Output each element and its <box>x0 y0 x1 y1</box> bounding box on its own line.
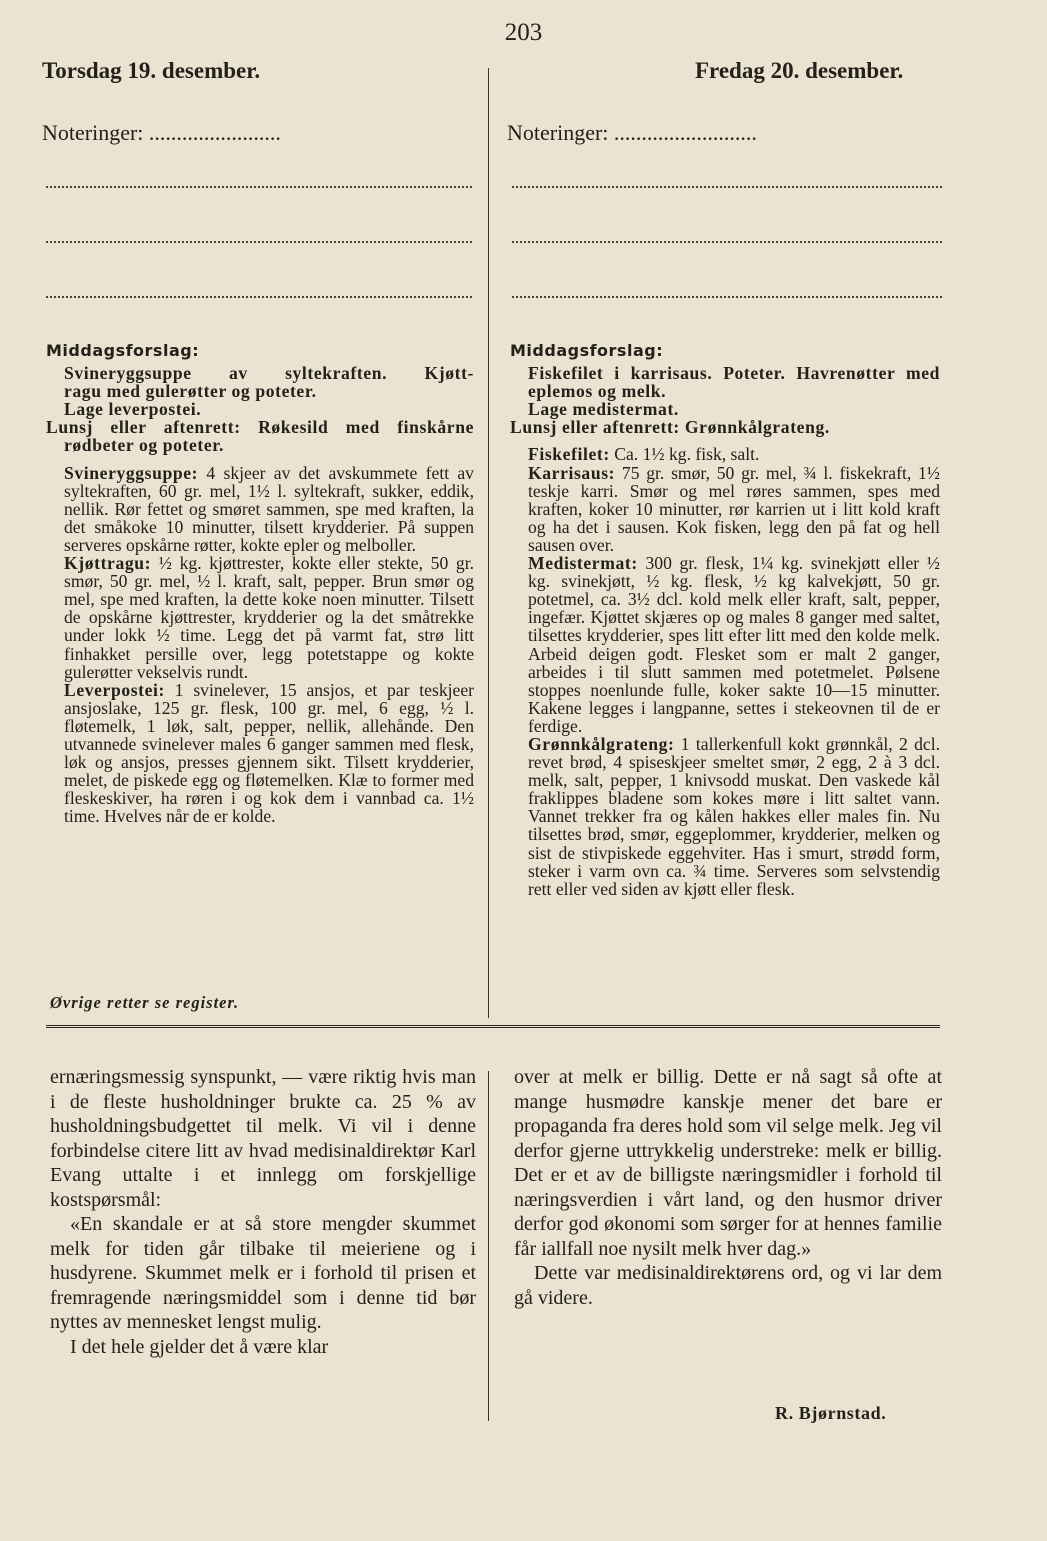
column-divider-bottom <box>488 1071 489 1421</box>
friday-menu-line: Fiskefilet i karrisaus. Poteter. Havrenøtter med eplemos og melk. <box>528 363 940 402</box>
thursday-notes-label: Noteringer: ........................ <box>42 120 281 145</box>
recipe-name: Kjøttragu: <box>64 553 152 574</box>
thursday-lunsj: Lunsj eller aftenrett: Røkesild med finskårne rødbeter og poteter. <box>46 417 474 456</box>
thursday-notes-line <box>46 241 472 243</box>
recipe-name: Grønnkålgrateng: <box>528 733 675 754</box>
article-paragraph: ernæringsmessig synspunkt, — være riktig hvis man i de fleste husholdninger brukte ca. 25 % av husholdningsbudgettet til melk. Vi vil i denne forbindelse citere litt av hvad medisinaldirektør Karl Evang uttalte i et innlegg om forskjellige kostspørsmål: <box>50 1066 476 1211</box>
recipe-text: 4 skjeer av det avskummete fett av syltekraften, 60 gr. mel, 1½ l. syltekraft, sukker, eddik, nellik. Rør fettet og smøret sammen, spe med kraften, la det småkoke 10 minutter, tilsett krydderier. På suppen serveres opskårne røtter, kokte epler og melboller. <box>64 462 474 555</box>
friday-notes-label: Noteringer: .......................... <box>507 120 757 145</box>
thursday-menu-line: Svineryggsuppe av syltekraften. Kjøtt- <box>64 363 474 384</box>
friday-menu-column <box>510 342 940 898</box>
thursday-notes-line <box>46 186 472 188</box>
friday-title: Fredag 20. desember. <box>695 58 904 83</box>
thursday-menu-column <box>46 342 474 825</box>
friday-lunsj: Lunsj eller aftenrett: Grønnkålgrateng. <box>510 417 830 438</box>
friday-notes-line <box>512 296 942 298</box>
recipe-text: 300 gr. flesk, 1¼ kg. svinekjøtt eller ½ kg. svinekjøtt, ½ kg. flesk, ½ kg kalvekjøtt, 50 gr. potetmel, ca. 3½ dcl. kold melk eller kraft, salt, pepper, ingefær. Kjøttet skjæres op og males 8 ganger med saltet, tilsettes krydderier, spes litt efter litt med den kolde melk. Arbeid deigen godt. Flesket som er malt 2 ganger, arbeides i til slutt sammen med potetmelet. Pølsene stoppes noenlunde fulle, koker sakte 10—15 minutter. Kakene legges i langpanne, settes i stekeovnen til de er ferdige. <box>528 553 940 736</box>
friday-middag-heading: Middagsforslag: <box>510 341 664 360</box>
column-divider-top <box>488 68 489 1018</box>
register-note: Øvrige retter se register. <box>50 993 240 1012</box>
recipe-name: Fiskefilet: <box>528 444 610 465</box>
thursday-title: Torsdag 19. desember. <box>42 58 261 83</box>
recipe-text: 75 gr. smør, 50 gr. mel, ¾ l. fiskekraft, 1½ teskje karri. Smør og mel røres sammen, spes med kraften, koker 10 minutter, rør karrien ut i litt kold kraft og ha det i sausen. Kok fisken, legg den på fat og hell sausen over. <box>528 462 940 555</box>
recipe-text: 1 tallerkenfull kokt grønnkål, 2 dcl. revet brød, 4 spiseskjeer smeltet smør, 2 egg, 2 à 3 dcl. melk, salt, pepper, 1 knivsodd muskat. Den vaskede kål fraklippes bladene som kokes møre i litt saltet vann. Vannet trekker fra og kålen hakkes eller males fin. Nu tilsettes brød, smør, eggeplommer, krydderier, melken og sist de stivpiskede eggehviter. Has i smurt, strødd form, steker i varm ovn ca. ¾ time. Serveres som selvstendig rett eller ved siden av kjøtt eller flesk. <box>528 733 940 899</box>
recipe-name: Medistermat: <box>528 553 638 574</box>
thursday-menu-line: ragu med gulerøtter og poteter. <box>64 381 317 402</box>
article-paragraph: «En skandale er at så store mengder skummet melk for tiden går tilbake til meieriene og i husdyrene. Skummet melk er i forhold til prisen et fremragende næringsmiddel som i denne tid bør nyttes av mennesket lengst mulig. <box>50 1213 476 1333</box>
article-right-column <box>514 1065 942 1310</box>
recipe-name: Leverpostei: <box>64 679 166 700</box>
thursday-middag-heading: Middagsforslag: <box>46 341 200 360</box>
friday-notes-line <box>512 186 942 188</box>
recipe-text: 1 svinelever, 15 ansjos, et par teskjeer ansjoslake, 125 gr. flesk, 100 gr. mel, 6 egg, ½ l. fløtemelk, 1 løk, salt, pepper, nellik, allehånde. Den utvannede svinelever males 6 ganger sammen med flesk, løk og ansjos, presses gjennem sikt. Tilsett krydderier, melet, de piskede egg og fløtemelken. Klæ to former med fleskeskiver, ha røren i og kok dem i vannbad ca. 1½ time. Hvelves når de er kolde. <box>64 679 474 827</box>
article-paragraph: I det hele gjelder det å være klar <box>70 1335 329 1358</box>
article-left-column <box>50 1065 476 1359</box>
friday-notes-line <box>512 241 942 243</box>
thursday-notes-line <box>46 296 472 298</box>
thursday-menu-line: Lage leverpostei. <box>64 399 202 420</box>
article-paragraph: over at melk er billig. Dette er nå sagt så ofte at mange husmødre kanskje mener det bare er propaganda fra deres hold som vil selge melk. Jeg vil derfor gjerne uttrykkelig understreke: melk er billig. Det er et av de billigste næringsmidler i forhold til næringsverdien i vårt land, og den husmor driver derfor god økonomi som sørger for at hennes familie får iallfall noe nysilt melk hver dag.» <box>514 1066 942 1260</box>
recipe-text: ½ kg. kjøttrester, kokte eller stekte, 50 gr. smør, 50 gr. mel, ½ l. kraft, salt, pepper. Brun smør og mel, spe med kraften, la dette koke noen minutter. Tilsett de opskårne kjøttrester, krydderier og la det småtrekke under lokk ½ time. Legg det på varmt fat, strø litt finhakket persille over, legg potetstappe og kokte gulerøtter vekselvis rundt. <box>64 553 474 682</box>
friday-menu-line: Lage medistermat. <box>528 399 679 420</box>
recipe-name: Svineryggsuppe: <box>64 462 199 483</box>
recipe-text: Ca. 1½ kg. fisk, salt. <box>614 444 760 465</box>
recipe-name: Karrisaus: <box>528 462 616 483</box>
page-number: 203 <box>504 19 543 46</box>
article-paragraph: Dette var medisinaldirektørens ord, og vi lar dem gå videre. <box>514 1262 942 1309</box>
section-divider <box>46 1025 940 1028</box>
author-signature: R. Bjørnstad. <box>775 1403 887 1423</box>
